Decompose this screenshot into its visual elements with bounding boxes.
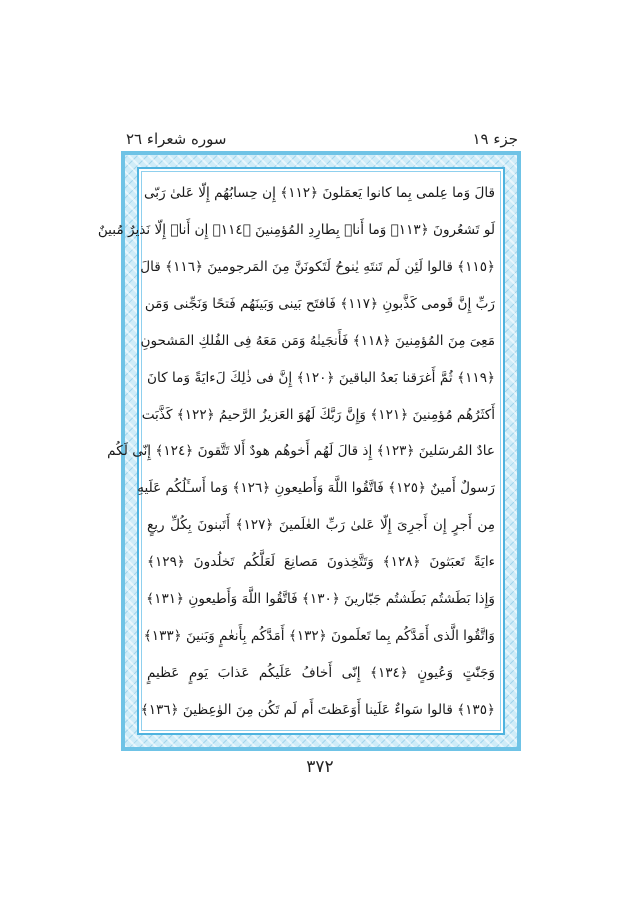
surah-label: سوره شعراء ٢٦ — [126, 130, 227, 148]
verse-line: مِن أَجرٍ إِن أَجرِىَ إِلّا عَلىٰ رَبِّ العٰلَمينَ ﴿١٢٧﴾ أَتَبنونَ بِكُلِّ ريعٍ — [147, 517, 495, 534]
verse-line: قالَ وَما عِلمى بِما كانوا يَعمَلونَ ﴿١١٢﴾ إِن حِسابُهُم إِلّا عَلىٰ رَبّى — [143, 185, 495, 201]
verse-line: رَسولٌ أَمينٌ ﴿١٢٥﴾ فَاتَّقُوا اللَّهَ وَأَطيعونِ ﴿١٢٦﴾ وَما أَسـَٔلُكُم عَلَيهِ — [137, 480, 495, 497]
ornamental-border — [97, 151, 521, 751]
verse-line: مَعِىَ مِنَ المُؤمِنينَ ﴿١١٨﴾ فَأَنجَينٰهُ وَمَن مَعَهُ فِى الفُلكِ المَشحونِ — [140, 332, 495, 349]
juz-label: جزء ١٩ — [472, 130, 518, 148]
page-number: ٣٧٢ — [306, 757, 334, 777]
verse-line: ﴿١١٩﴾ ثُمَّ أَغرَقنا بَعدُ الباقينَ ﴿١٢٠﴾ إِنَّ فى ذٰلِكَ لَءايَةً وَما كانَ — [147, 369, 495, 386]
verse-lines — [97, 177, 496, 727]
verse-line: رَبِّ إِنَّ قَومى كَذَّبونِ ﴿١١٧﴾ فَافتَح بَينى وَبَينَهُم فَتحًا وَنَجِّنى وَمَن — [144, 295, 495, 312]
page-header — [126, 128, 518, 150]
verse-line: وَاتَّقُوا الَّذى أَمَدَّكُم بِما تَعلَمونَ ﴿١٣٢﴾ أَمَدَّكُم بِأَنعٰمٍ وَبَنينَ ﴿١٣٣﴾ — [143, 628, 495, 645]
verse-line: أَكثَرُهُم مُؤمِنينَ ﴿١٢١﴾ وَإِنَّ رَبَّكَ لَهُوَ العَزيزُ الرَّحيمُ ﴿١٢٢﴾ كَذَّبَت — [141, 406, 495, 423]
text-panel — [97, 167, 505, 735]
verse-line: ءايَةً تَعبَثونَ ﴿١٢٨﴾ وَتَتَّخِذونَ مَصانِعَ لَعَلَّكُم تَخلُدونَ ﴿١٢٩﴾ — [147, 554, 496, 571]
verse-line: ﴿١١٥﴾ قالوا لَئِن لَم تَنتَهِ يٰنوحُ لَتَكونَنَّ مِنَ المَرجومينَ ﴿١١٦﴾ قالَ — [140, 258, 495, 275]
verse-line: لَو تَشعُرونَ ﴿١١٣﴾ وَما أَنا۠ بِطارِدِ المُؤمِنينَ ﴿١١٤﴾ إِن أَنا۠ إِلّا نَذيرٌ مُبينٌ — [97, 221, 495, 238]
verse-line: وَجَنّٰتٍ وَعُيونٍ ﴿١٣٤﴾ إِنّى أَخافُ عَلَيكُم عَذابَ يَومٍ عَظيمٍ — [147, 664, 495, 681]
verse-line: عادٌ المُرسَلينَ ﴿١٢٣﴾ إِذ قالَ لَهُم أَخوهُم هودٌ أَلا تَتَّقونَ ﴿١٢٤﴾ إِنّى لَكُم — [107, 443, 495, 460]
verse-line: وَإِذا بَطَشتُم بَطَشتُم جَبّارينَ ﴿١٣٠﴾ فَاتَّقُوا اللَّهَ وَأَطيعونِ ﴿١٣١﴾ — [146, 591, 495, 608]
verse-line: ﴿١٣٥﴾ قالوا سَواءٌ عَلَينا أَوَعَظتَ أَم لَم تَكُن مِنَ الوٰعِظينَ ﴿١٣٦﴾ — [140, 701, 495, 718]
